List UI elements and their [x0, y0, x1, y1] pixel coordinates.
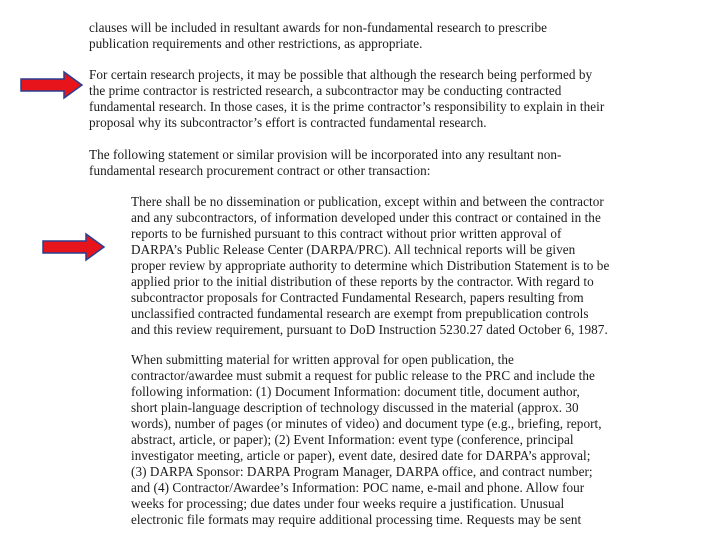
text-line: following information: (1) Document Information: document title, document author, [131, 384, 580, 399]
text-line: and any subcontractors, of information developed under this contract or contained in the [131, 210, 601, 225]
text-line: publication requirements and other restrictions, as appropriate. [89, 36, 423, 51]
text-line: There shall be no dissemination or publication, except within and between the contractor [131, 194, 604, 209]
red-arrow-icon [20, 70, 84, 100]
text-line: reports to be furnished pursuant to this contract without prior written approval of [131, 226, 562, 241]
text-line: weeks for processing; due dates under four weeks require a justification. Unusual [131, 496, 565, 511]
text-line: and (4) Contractor/Awardee’s Information: POC name, e-mail and phone. Allow four [131, 480, 585, 495]
text-line: contractor/awardee must submit a request for public release to the PRC and include the [131, 368, 595, 383]
text-line: fundamental research procurement contract or other transaction: [89, 163, 431, 178]
text-line: electronic file formats may require additional processing time. Requests may be sent [131, 512, 582, 527]
text-line: DARPA’s Public Release Center (DARPA/PRC). All technical reports will be given [131, 242, 576, 257]
text-line: the prime contractor is restricted research, a subcontractor may be conducting contracted [89, 83, 562, 98]
text-line: fundamental research. In those cases, it is the prime contractor’s responsibility to explain in their [89, 99, 605, 114]
text-line: unclassified contracted fundamental research are exempt from prepublication controls [131, 306, 589, 321]
text-line: proposal why its subcontractor’s effort is contracted fundamental research. [89, 115, 487, 130]
text-line: applied prior to the initial distribution of these reports by the contractor. With regard to [131, 274, 594, 289]
text-line: short plain-language description of technology discussed in the material (approx. 30 [131, 400, 579, 415]
text-line: clauses will be included in resultant awards for non-fundamental research to prescribe [89, 20, 547, 35]
text-line: proper review by appropriate authority to determine which Distribution Statement is to be [131, 258, 610, 273]
text-line: When submitting material for written approval for open publication, the [131, 352, 514, 367]
text-line: and this review requirement, pursuant to DoD Instruction 5230.27 dated October 6, 1987. [131, 322, 608, 337]
text-line: subcontractor proposals for Contracted Fundamental Research, papers resulting from [131, 290, 584, 305]
text-line: (3) DARPA Sponsor: DARPA Program Manager, DARPA office, and contract number; [131, 464, 593, 479]
text-line: The following statement or similar provision will be incorporated into any resultant non- [89, 147, 562, 162]
red-arrow-icon [42, 232, 106, 262]
text-line: For certain research projects, it may be possible that although the research being performed by [89, 67, 593, 82]
text-line: investigator meeting, article or paper), event date, desired date for DARPA’s approval; [131, 448, 591, 463]
text-line: words), number of pages (or minutes of video) and document type (e.g., briefing, report, [131, 416, 602, 431]
text-line: abstract, article, or paper); (2) Event Information: event type (conference, principal [131, 432, 574, 447]
